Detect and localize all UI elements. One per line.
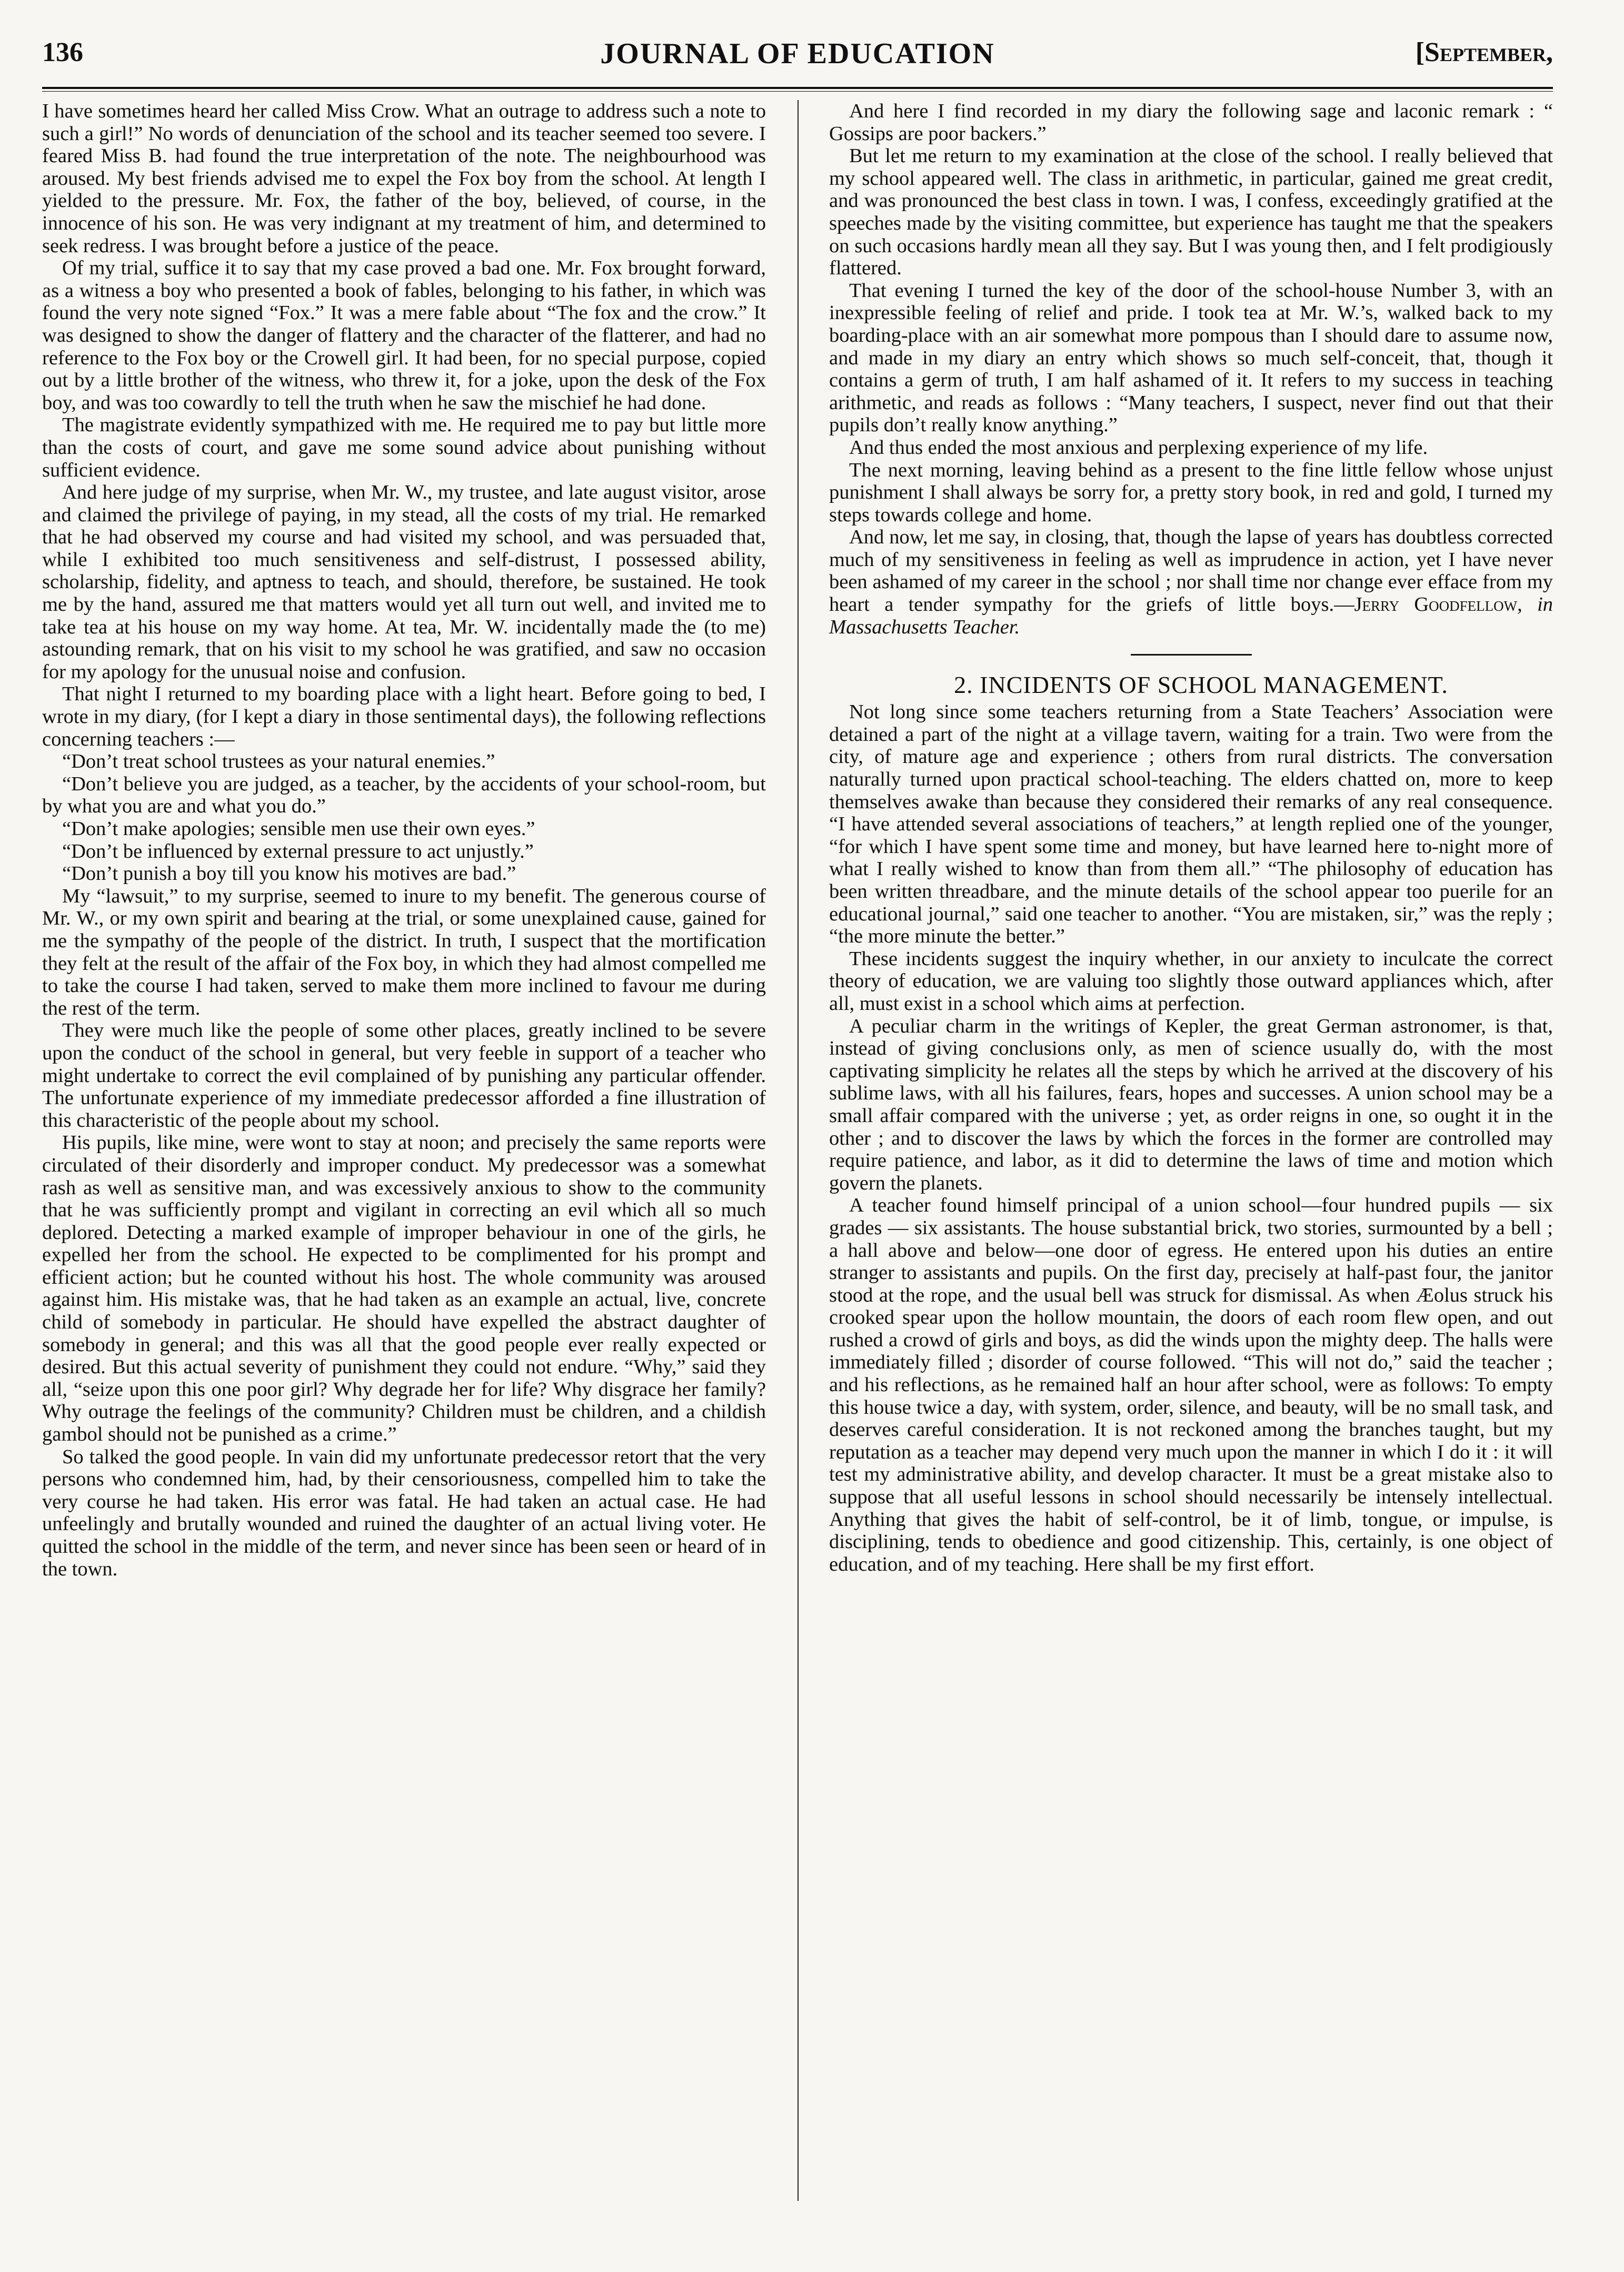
paragraph: A teacher found himself principal of a union school—four hundred pupils — six grades — six assistants. The house substantial brick, two stories, surmounted by a bell ; a hall above and below—one door of egress. He entered upon his duties an entire stranger to assistants and pupils. On the first day, precisely at half-past four, the janitor stood at the rope, and the usual bell was struck for dismissal. As when Æolus struck his crooked spear upon the hollow mountain, the doors of each room flew open, and out rushed a crowd of girls and boys, as did the winds upon the mighty deep. The halls were immediately filled ; disorder of course followed. “This will not do,” said the teacher ; and his reflections, as he remained half an hour after school, were as follows: To empty this house twice a day, with system, order, silence, and beauty, will be no small task, and deserves careful consideration. It is not reckoned among the branches taught, but my reputation as a teacher may depend very much upon the manner in which I do it : it will test my administrative ability, and develop character. It must be a great mistake also to suppose that all useful lessons in school should necessarily be intensely intellectual. Anything that gives the habit of self-control, be it of limb, tongue, or impulse, is disciplining, tends to obedience and good citizenship. This, certainly, is one object of education, and of my teaching. Here shall be my first effort. [829,1194,1553,1575]
left-column [42,100,766,1580]
section-title: 2. INCIDENTS OF SCHOOL MANAGEMENT. [954,671,1448,699]
closing-text: And now, let me say, in closing, that, though the lapse of years has doubtless corrected much of my sensitiveness in feeling as well as imprudence in action, yet I have never been ashamed of my career in the school ; nor shall time nor change ever efface from my heart a tender sympathy for the griefs of little boys.— [829,526,1553,616]
author-signature: Jerry Goodfellow, [1354,593,1522,616]
closing-paragraph [829,526,1553,638]
paragraph: The next morning, leaving behind as a present to the fine little fellow whose unjust punishment I shall always be sorry for, a pretty story book, in red and gold, I turned my steps towards college and home. [829,459,1553,526]
column-divider [798,100,799,2201]
paragraph: A peculiar charm in the writings of Kepler, the great German astronomer, is that, instead of giving conclusions only, as men of science usually do, with the most captivating simplicity he relates all the steps by which he arrived at the discovery of his sublime laws, with all his failures, fears, hopes and successes. A union school may be a small affair compared with the universe ; yet, as order reigns in one, so ought it in the other ; and to discover the laws by which the forces in the former are controlled may require patience, and labor, as it did to determine the laws of time and motion which govern the planets. [829,1015,1553,1194]
paragraph: That night I returned to my boarding place with a light heart. Before going to bed, I wrote in my diary, (for I kept a diary in those sentimental days), the following reflections concerning teachers :— [42,683,766,750]
paragraph: My “lawsuit,” to my surprise, seemed to inure to my benefit. The generous course of Mr. W., or my own spirit and bearing at the trial, or some unexplained cause, gained for me the sympathy of the people of the district. In truth, I suspect that the mortification they felt at the result of the affair of the Fox boy, in which they had almost compelled me to take the course I had taken, served to make them more inclined to favour me during the rest of the term. [42,885,766,1019]
paragraph: His pupils, like mine, were wont to stay at noon; and precisely the same reports were circulated of their disorderly and improper conduct. My predecessor was a somewhat rash as well as sensitive man, and was excessively anxious to show to the community that he was sufficiently prompt and vigilant in correcting an evil which all so much deplored. Detecting a marked example of improper behaviour in one of the girls, he expelled her from the school. He expected to be complimented for his prompt and efficient action; but he counted without his host. The whole community was aroused against him. His mistake was, that he had taken as an example an actual, live, concrete child of somebody in particular. He should have expelled the abstract daughter of somebody in general; and this was all that the good people ever really expected or desired. But this actual severity of punishment they could not endure. “Why,” said they all, “seize upon this one poor girl? Why degrade her for life? Why disgrace her family? Why outrage the feelings of the community? Children must be children, and a childish gambol should not be punished as a crime.” [42,1132,766,1446]
paragraph: That evening I turned the key of the door of the school-house Number 3, with an inexpressible feeling of relief and pride. I took tea at Mr. W.’s, walked back to my boarding-place with an air somewhat more pompous than I should dare to assume now, and made in my diary an entry which shows so much self-conceit, that, though it contains a germ of truth, I am half ashamed of it. It refers to my success in teaching arithmetic, and reads as follows : “Many teachers, I suspect, never find out that their pupils don’t really know anything.” [829,279,1553,436]
paragraph: And here I find recorded in my diary the following sage and laconic remark : “ Gossips are poor backers.” [829,100,1553,145]
paragraph: And thus ended the most anxious and perplexing experience of my life. [849,436,1428,459]
running-head [42,37,1553,74]
diary-maxim: “Don’t be influenced by external pressure to act unjustly.” [62,840,534,862]
paragraph: The magistrate evidently sympathized with me. He required me to pay but little more than the costs of court, and gave me some sound advice about punishing without sufficient evidence. [42,414,766,481]
paragraph: So talked the good people. In vain did my unfortunate predecessor retort that the very persons who condemned him, had, by their censoriousness, compelled him to take the very course he had taken. His error was fatal. He had taken an actual case. He had unfeelingly and brutally wounded and ruined the daughter of an actual living voter. He quitted the school in the middle of the term, and never since has been seen or heard of in the town. [42,1445,766,1580]
diary-maxim: “Don’t punish a boy till you know his motives are bad.” [62,862,516,885]
journal-page [42,37,1553,2238]
section-rule [1131,654,1252,656]
header-rule-thin [42,91,1553,92]
paragraph: But let me return to my examination at the close of the school. I really believed that my school appeared well. The class in arithmetic, in particular, gained me great credit, and was pronounced the best class in town. I was, I confess, exceedingly gratified at the speeches made by the visiting committee, but experience has taught me that the speakers on such occasions hardly mean all they say. But I was young then, and I felt prodigiously flattered. [829,145,1553,280]
diary-maxim: “Don’t make apologies; sensible men use their own eyes.” [62,818,535,840]
page-number: 136 [42,37,83,67]
paragraph: Of my trial, suffice it to say that my case proved a bad one. Mr. Fox brought forward, as a witness a boy who presented a book of fables, belonging to his father, in which was found the very note signed “Fox.” It was a mere fable about “The fox and the crow.” It was designed to show the danger of flattery and the character of the flatterer, and had no reference to the Fox boy or the Crowell girl. It had been, for no special purpose, copied out by a little brother of the witness, who threw it, for a joke, upon the desk of the Fox boy, and was too cowardly to tell the truth when he saw the mischief he had done. [42,257,766,414]
paragraph: Not long since some teachers returning from a State Teachers’ Association were detained a part of the night at a village tavern, waiting for a train. Two were from the city, of mature age and experience ; others from rural districts. The conversation naturally turned upon practical school-teaching. The elders chatted on, more to keep themselves awake than because they considered their remarks of any real consequence. “I have attended several associations of teachers,” at length replied one of the younger, “for which I have spent some time and money, but have learned here to-night more of what I really wished to know than from them all.” “The philosophy of education has been written threadbare, and the minute details of the school appear too puerile for an educational journal,” said one teacher to another. “You are mistaken, sir,” was the reply ; “the more minute the better.” [829,701,1553,948]
running-head-month: [September, [1415,37,1553,67]
paragraph: And here judge of my surprise, when Mr. W., my trustee, and late august visitor, arose and claimed the privilege of paying, in my stead, all the costs of my trial. He remarked that he had observed my course and had visited my school, and was persuaded that, while I exhibited too much sensitiveness and self-distrust, I possessed ability, scholarship, fidelity, and aptness to teach, and should, therefore, be sustained. He took me by the hand, assured me that matters would yet all turn out well, and invited me to take tea at his house on my way home. At tea, Mr. W. incidentally made the (to me) astounding remark, that on his visit to my school he was gratified, and saw no occasion for my apology for the unusual noise and confusion. [42,481,766,683]
journal-title: JOURNAL OF EDUCATION [600,37,995,70]
diary-maxim: “Don’t treat school trustees as your natural enemies.” [62,750,495,773]
paragraph: I have sometimes heard her called Miss Crow. What an outrage to address such a note to such a girl!” No words of denunciation of the school and its teacher seemed too severe. I feared Miss B. had found the true interpretation of the note. The neighbourhood was aroused. My best friends advised me to expel the Fox boy from the school. At length I yielded to the pressure. Mr. Fox, the father of the boy, believed, of course, in the innocence of his son. He was very indignant at my treatment of him, and determined to seek redress. I was brought before a justice of the peace. [42,100,766,257]
header-rule [42,87,1553,89]
diary-maxim: “Don’t believe you are judged, as a teacher, by the accidents of your school-room, but by what you are and what you do.” [42,772,766,818]
paragraph: They were much like the people of some other places, greatly inclined to be severe upon the conduct of the school in general, but very feeble in support of a teacher who might undertake to correct the evil complained of by punishing any particular offender. The unfortunate experience of my immediate predecessor afforded a fine illustration of this characteristic of the people about my school. [42,1019,766,1132]
paragraph: These incidents suggest the inquiry whether, in our anxiety to inculcate the correct theory of education, we are valuing too slightly those outward appliances which, after all, must exist in a school which aims at perfection. [829,947,1553,1015]
signature-source: in Massachusetts Teacher. [829,593,1553,638]
right-column [829,100,1553,1575]
